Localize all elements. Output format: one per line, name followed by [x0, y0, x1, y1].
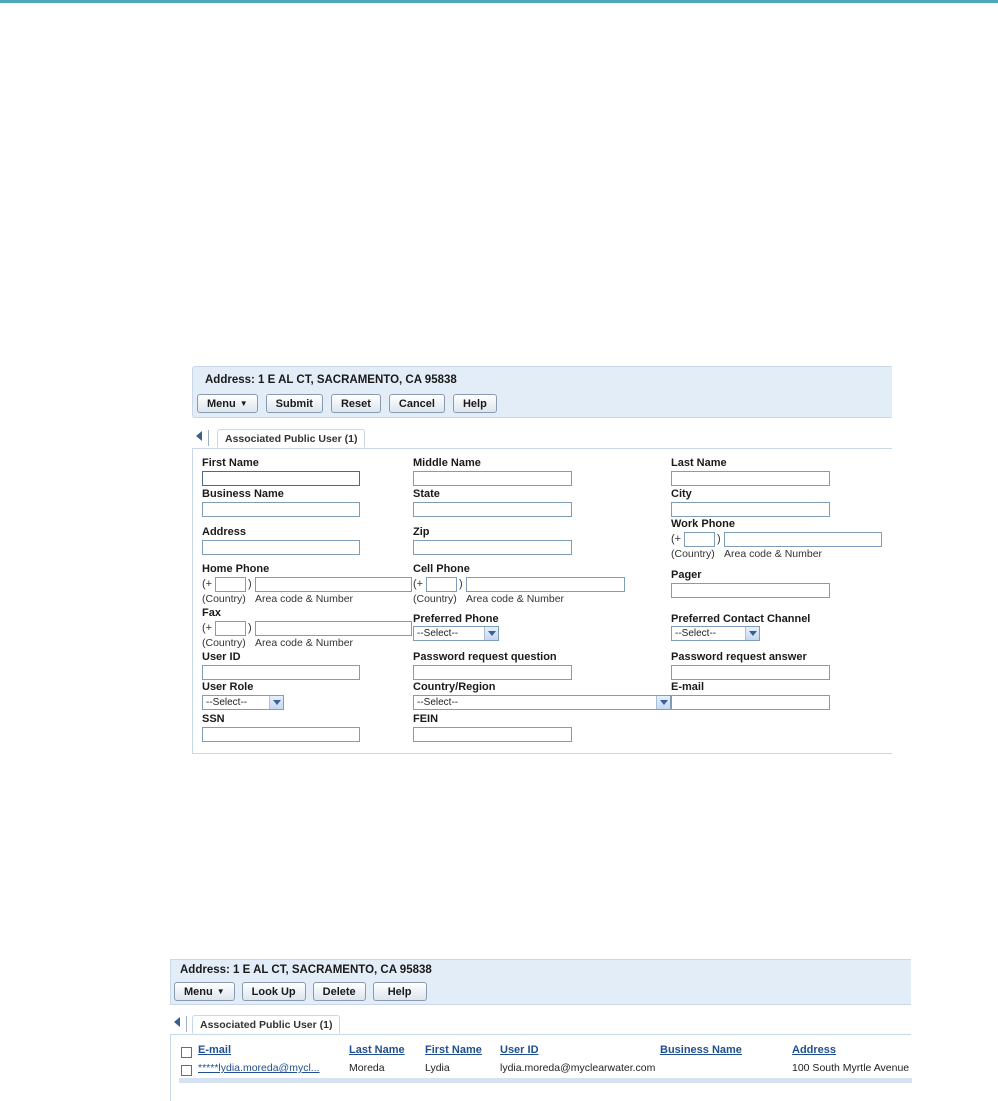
address-label: Address: [202, 526, 247, 538]
work-phone-number-field[interactable]: [724, 532, 882, 547]
preferred-phone-label: Preferred Phone: [413, 613, 499, 625]
fax-number-field[interactable]: [255, 621, 412, 636]
fax-country-field[interactable]: [215, 621, 246, 636]
country-region-select[interactable]: [413, 695, 671, 710]
row-highlight: [179, 1078, 912, 1083]
pager-label: Pager: [671, 569, 702, 581]
form-body: [192, 449, 892, 754]
ssn-label: SSN: [202, 713, 225, 725]
password-question-label: Password request question: [413, 651, 557, 663]
delete-button[interactable]: Delete: [313, 982, 366, 1001]
cell-phone-hint-number: Area code & Number: [466, 593, 565, 605]
select-all-checkbox[interactable]: [181, 1047, 192, 1058]
look-up-button[interactable]: Look Up: [242, 982, 306, 1001]
user-role-select[interactable]: [202, 695, 284, 710]
state-label: State: [413, 488, 440, 500]
work-phone-paren-open: (+: [671, 533, 682, 545]
submit-button[interactable]: Submit: [266, 394, 323, 413]
panel-header: [192, 366, 892, 418]
ssn-field[interactable]: [202, 727, 360, 742]
email-field[interactable]: [671, 695, 830, 710]
zip-label: Zip: [413, 526, 430, 538]
table-cell-address: 100 South Myrtle Avenue: [792, 1062, 910, 1074]
fein-label: FEIN: [413, 713, 439, 725]
table-cell-user-id: lydia.moreda@myclearwater.com: [500, 1062, 656, 1074]
preferred-contact-channel-select[interactable]: [671, 626, 760, 641]
address-title: Address: 1 E AL CT, SACRAMENTO, CA 95838: [205, 374, 457, 386]
column-header-user-id[interactable]: User ID: [500, 1044, 539, 1056]
column-header-first-name[interactable]: First Name: [425, 1044, 482, 1056]
last-name-field[interactable]: [671, 471, 830, 486]
tab-divider: [186, 1016, 187, 1032]
zip-field[interactable]: [413, 540, 572, 555]
column-header-email[interactable]: E-mail: [198, 1044, 232, 1056]
city-field[interactable]: [671, 502, 830, 517]
tab-associated-public-user[interactable]: Associated Public User (1): [192, 1015, 340, 1034]
country-region-select-value: --Select--: [417, 697, 459, 708]
fax-hint-number: Area code & Number: [255, 637, 354, 649]
panel-header: [170, 959, 911, 1005]
business-name-field[interactable]: [202, 502, 360, 517]
home-phone-country-field[interactable]: [215, 577, 246, 592]
collapse-left-icon[interactable]: [196, 431, 202, 441]
home-phone-paren-open: (+: [202, 578, 213, 590]
cell-phone-country-field[interactable]: [426, 577, 457, 592]
help-button[interactable]: Help: [373, 982, 427, 1001]
fax-label: Fax: [202, 607, 221, 619]
column-header-address[interactable]: Address: [792, 1044, 837, 1056]
results-table: [170, 1035, 911, 1101]
cell-phone-hint-country: (Country): [413, 593, 457, 605]
work-phone-hint-number: Area code & Number: [724, 548, 823, 560]
password-answer-label: Password request answer: [671, 651, 807, 663]
address-title: Address: 1 E AL CT, SACRAMENTO, CA 95838: [180, 964, 432, 976]
state-field[interactable]: [413, 502, 572, 517]
menu-dropdown-icon: ▼: [239, 399, 248, 408]
fax-paren-close: ): [248, 622, 252, 634]
first-name-field[interactable]: [202, 471, 360, 486]
first-name-label: First Name: [202, 457, 259, 469]
cell-phone-label: Cell Phone: [413, 563, 470, 575]
middle-name-label: Middle Name: [413, 457, 481, 469]
cancel-button[interactable]: Cancel: [389, 394, 445, 413]
chevron-down-icon: [745, 627, 759, 640]
help-button[interactable]: Help: [453, 394, 497, 413]
work-phone-paren-close: ): [717, 533, 721, 545]
user-id-label: User ID: [202, 651, 241, 663]
menu-button-label: Menu: [207, 397, 236, 410]
cell-phone-paren-close: ): [459, 578, 463, 590]
toolbar: [174, 982, 427, 1001]
home-phone-hint-number: Area code & Number: [255, 593, 354, 605]
home-phone-number-field[interactable]: [255, 577, 412, 592]
middle-name-field[interactable]: [413, 471, 572, 486]
address-field[interactable]: [202, 540, 360, 555]
cell-phone-number-field[interactable]: [466, 577, 625, 592]
work-phone-hint-country: (Country): [671, 548, 715, 560]
tab-bar: [170, 1014, 911, 1035]
user-role-label: User Role: [202, 681, 254, 693]
chevron-down-icon: [484, 627, 498, 640]
collapse-left-icon[interactable]: [174, 1017, 180, 1027]
preferred-contact-channel-select-value: --Select--: [675, 628, 717, 639]
preferred-phone-select[interactable]: [413, 626, 499, 641]
tab-divider: [208, 430, 209, 446]
fein-field[interactable]: [413, 727, 572, 742]
tab-associated-public-user[interactable]: Associated Public User (1): [217, 429, 365, 448]
menu-dropdown-icon: ▼: [216, 987, 225, 996]
public-user-edit-panel: [192, 366, 892, 754]
toolbar: [197, 394, 497, 413]
chevron-down-icon: [656, 696, 670, 709]
password-answer-field[interactable]: [671, 665, 830, 680]
public-user-list-panel: [170, 959, 911, 1101]
password-question-field[interactable]: [413, 665, 572, 680]
menu-button[interactable]: [197, 394, 258, 413]
cell-phone-paren-open: (+: [413, 578, 424, 590]
fax-hint-country: (Country): [202, 637, 246, 649]
row-checkbox[interactable]: [181, 1065, 192, 1076]
email-label: E-mail: [671, 681, 705, 693]
country-region-label: Country/Region: [413, 681, 496, 693]
menu-button[interactable]: [174, 982, 235, 1001]
pager-field[interactable]: [671, 583, 830, 598]
preferred-contact-channel-label: Preferred Contact Channel: [671, 613, 811, 625]
top-accent-line: [0, 0, 998, 3]
column-header-last-name[interactable]: Last Name: [349, 1044, 405, 1056]
table-cell-email[interactable]: *****lydia.moreda@mycl...: [198, 1062, 320, 1074]
work-phone-country-field[interactable]: [684, 532, 715, 547]
work-phone-label: Work Phone: [671, 518, 735, 530]
menu-button-label: Menu: [184, 985, 213, 998]
city-label: City: [671, 488, 692, 500]
business-name-label: Business Name: [202, 488, 284, 500]
home-phone-paren-close: ): [248, 578, 252, 590]
home-phone-hint-country: (Country): [202, 593, 246, 605]
table-cell-last-name: Moreda: [349, 1062, 385, 1074]
reset-button[interactable]: Reset: [331, 394, 381, 413]
column-header-business-name[interactable]: Business Name: [660, 1044, 742, 1056]
chevron-down-icon: [269, 696, 283, 709]
table-cell-first-name: Lydia: [425, 1062, 450, 1074]
last-name-label: Last Name: [671, 457, 727, 469]
tab-bar: [192, 428, 892, 449]
user-id-field[interactable]: [202, 665, 360, 680]
home-phone-label: Home Phone: [202, 563, 270, 575]
user-role-select-value: --Select--: [206, 697, 248, 708]
preferred-phone-select-value: --Select--: [417, 628, 459, 639]
fax-paren-open: (+: [202, 622, 213, 634]
